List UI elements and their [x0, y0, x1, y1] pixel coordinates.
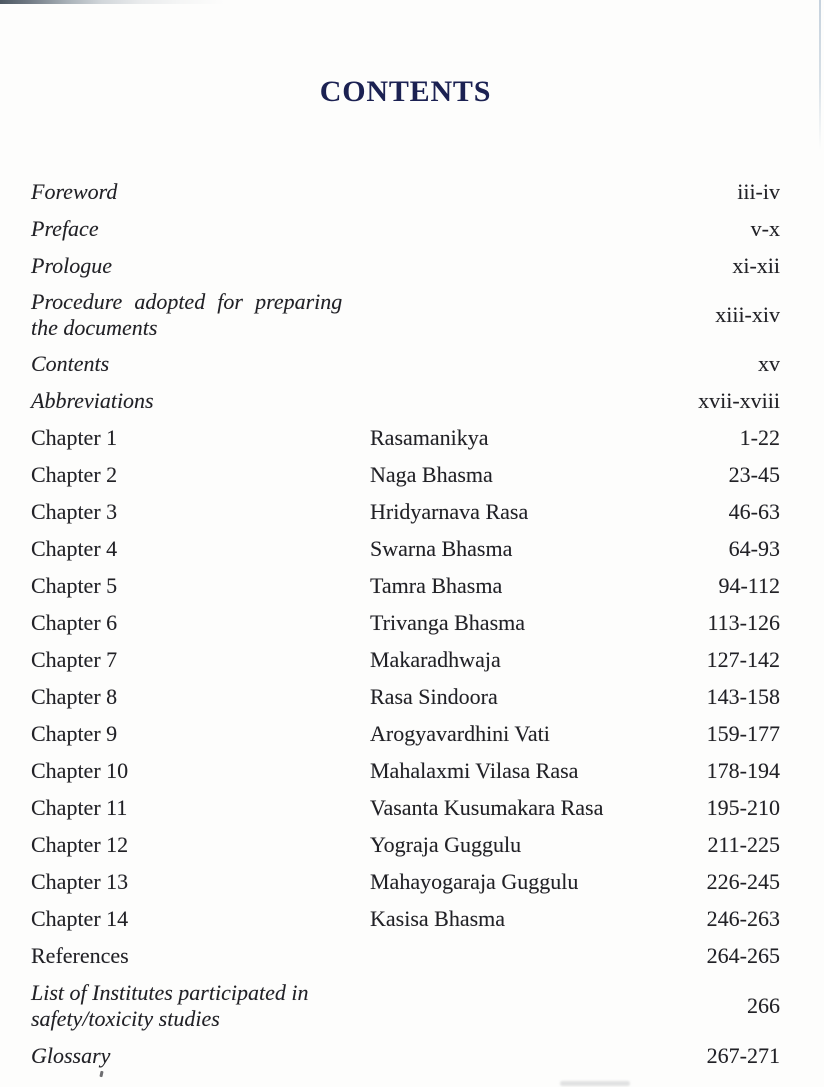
entry-label: Foreword — [31, 179, 118, 204]
toc-row — [31, 247, 780, 284]
page-range: 178-194 — [706, 758, 780, 783]
page-range: 195-210 — [706, 795, 780, 820]
page-range: iii-iv — [737, 179, 780, 204]
entry-label — [31, 289, 668, 341]
chapter-label: Chapter 8 — [31, 684, 118, 709]
chapter-title: Yograja Guggulu — [370, 832, 522, 857]
chapter-label: Chapter 1 — [31, 425, 118, 450]
entry-label: Prologue — [31, 253, 113, 278]
chapter-label: Chapter 3 — [31, 499, 118, 524]
chapter-label: Chapter 14 — [31, 906, 129, 931]
table-of-contents — [31, 173, 780, 1074]
chapter-label: Chapter 7 — [31, 647, 118, 672]
entry-label: Contents — [31, 351, 110, 376]
chapter-label: Chapter 9 — [31, 721, 118, 746]
toc-row — [31, 1037, 780, 1074]
toc-row — [31, 641, 780, 678]
page-range: 23-45 — [728, 462, 780, 487]
chapter-title: Mahayogaraja Guggulu — [370, 869, 579, 894]
chapter-title: Hridyarnava Rasa — [370, 499, 529, 524]
toc-row — [31, 937, 780, 974]
page-range: 246-263 — [706, 906, 780, 931]
page-range: xv — [758, 351, 780, 376]
chapter-title: Rasa Sindoora — [370, 684, 498, 709]
page-range: 264-265 — [706, 943, 780, 968]
toc-row — [31, 974, 780, 1037]
page-range: xvii-xviii — [698, 388, 780, 413]
toc-row — [31, 210, 780, 247]
page-range: 211-225 — [707, 832, 780, 857]
page-range: 267-271 — [706, 1043, 780, 1068]
chapter-title: Trivanga Bhasma — [370, 610, 526, 635]
chapter-title: Arogyavardhini Vati — [370, 721, 550, 746]
page-range: 113-126 — [707, 610, 780, 635]
entry-label-line2: the documents — [31, 314, 158, 340]
chapter-title: Swarna Bhasma — [370, 536, 513, 561]
chapter-label: Chapter 5 — [31, 573, 118, 598]
toc-row — [31, 284, 780, 345]
chapter-label: Chapter 11 — [31, 795, 128, 820]
page-range: v-x — [750, 216, 780, 241]
page-range: 64-93 — [728, 536, 780, 561]
toc-row — [31, 863, 780, 900]
scan-smudge-bottom — [560, 1081, 630, 1086]
page-content — [31, 76, 780, 1074]
chapter-label: Chapter 10 — [31, 758, 129, 783]
scan-line-right-edge — [819, 0, 821, 150]
page-range: 266 — [747, 992, 780, 1018]
chapter-title: Rasamanikya — [370, 425, 489, 450]
toc-row — [31, 826, 780, 863]
page-range: xiii-xiv — [715, 301, 780, 327]
entry-label-line2: safety/toxicity studies — [31, 1005, 220, 1031]
page-range: 159-177 — [706, 721, 780, 746]
scan-smudge-top-left — [0, 0, 225, 4]
toc-row — [31, 604, 780, 641]
toc-row — [31, 382, 780, 419]
page-range: xi-xii — [732, 253, 780, 278]
chapter-label: Chapter 2 — [31, 462, 118, 487]
toc-row — [31, 419, 780, 456]
entry-label: Preface — [31, 216, 99, 241]
toc-row — [31, 789, 780, 826]
toc-row — [31, 173, 780, 210]
toc-row — [31, 530, 780, 567]
toc-row — [31, 493, 780, 530]
toc-row — [31, 456, 780, 493]
page-range: 1-22 — [739, 425, 780, 450]
page-range: 46-63 — [728, 499, 780, 524]
chapter-title: Naga Bhasma — [370, 462, 493, 487]
toc-row — [31, 900, 780, 937]
toc-row — [31, 567, 780, 604]
toc-row — [31, 715, 780, 752]
chapter-label: Chapter 12 — [31, 832, 129, 857]
page-range: 226-245 — [706, 869, 780, 894]
entry-label — [31, 980, 668, 1032]
chapter-label: Chapter 13 — [31, 869, 129, 894]
chapter-label: Chapter 6 — [31, 610, 118, 635]
chapter-title: Tamra Bhasma — [370, 573, 503, 598]
chapter-title: Kasisa Bhasma — [370, 906, 506, 931]
chapter-label: Chapter 4 — [31, 536, 118, 561]
page-range: 94-112 — [718, 573, 780, 598]
page-range: 127-142 — [706, 647, 780, 672]
chapter-title: Makaradhwaja — [370, 647, 501, 672]
toc-row — [31, 678, 780, 715]
entry-label: References — [31, 943, 129, 968]
entry-label: Glossary — [31, 1043, 111, 1068]
page-range: 143-158 — [706, 684, 780, 709]
chapter-title: Mahalaxmi Vilasa Rasa — [370, 758, 579, 783]
entry-label-line1: List of Institutes participated in — [31, 979, 309, 1005]
page-title: CONTENTS — [319, 75, 492, 108]
toc-row — [31, 345, 780, 382]
toc-row — [31, 752, 780, 789]
chapter-title: Vasanta Kusumakara Rasa — [370, 795, 604, 820]
entry-label: Abbreviations — [31, 388, 154, 413]
entry-label-line1: Procedure adopted for preparing — [31, 288, 343, 314]
